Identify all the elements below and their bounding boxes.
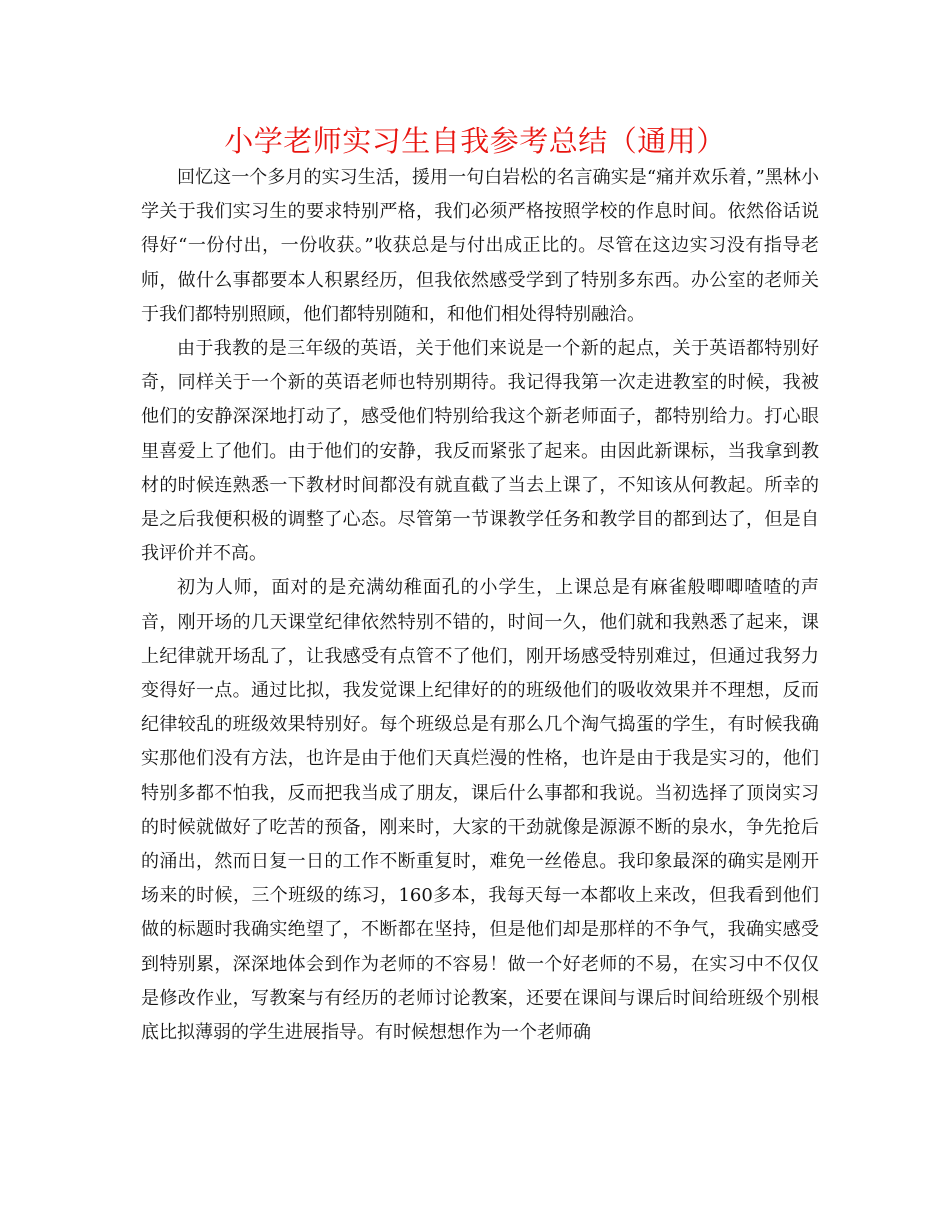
document-body <box>141 161 819 1050</box>
paragraph-2: 由于我教的是三年级的英语，关于他们来说是一个新的起点，关于英语都特别好奇，同样关于一个新的英语老师也特别期待。我记得我第一次走进教室的时候，我被他们的安静深深地打动了，感受他们特别给我这个新老师面子，都特别给力。打心眼里喜爱上了他们。由于他们的安静，我反而紧张了起来。由因此新课标，当我拿到教材的时候连熟悉一下教材时间都没有就直截了当去上课了，不知该从何教起。所幸的是之后我便积极的调整了心态。尽管第一节课教学任务和教学目的都到达了，但是自我评价并不高。 <box>141 338 819 565</box>
paragraph-3: 初为人师，面对的是充满幼稚面孔的小学生，上课总是有麻雀般唧唧喳喳的声音，刚开场的几天课堂纪律依然特别不错的，时间一久，他们就和我熟悉了起来，课上纪律就开场乱了，让我感受有点管不了他们，刚开场感受特别难过，但通过我努力变得好一点。通过比拟，我发觉课上纪律好的的班级他们的吸收效果并不理想，反而纪律较乱的班级效果特别好。每个班级总是有那么几个淘气捣蛋的学生，有时候我确实那他们没有方法，也许是由于他们天真烂漫的性格，也许是由于我是实习的，他们特别多都不怕我，反而把我当成了朋友，课后什么事都和我说。当初选择了顶岗实习的时候就做好了吃苦的预备，刚来时，大家的干劲就像是源源不断的泉水，争先抢后的涌出，然而日复一日的工作不断重复时，难免一丝倦息。我印象最深的确实是刚开场来的时候，三个班级的练习，160多本，我每天每一本都收上来改，但我看到他们做的标题时我确实绝望了，不断都在坚持，但是他们却是那样的不争气，我确实感受到特别累，深深地体会到作为老师的不容易！做一个好老师的不易，在实习中不仅仅是修改作业，写教案与有经历的老师讨论教案，还要在课间与课后时间给班级个别根底比拟薄弱的学生进展指导。有时候想想作为一个老师确 <box>141 577 819 1044</box>
paragraph-1: 回忆这一个多月的实习生活，援用一句白岩松的名言确实是“痛并欢乐着，”黑林小学关于我们实习生的要求特别严格，我们必须严格按照学校的作息时间。依然俗话说得好“一份付出，一份收获。”收获总是与付出成正比的。尽管在这边实习没有指导老师，做什么事都要本人积累经历，但我依然感受学到了特别多东西。办公室的老师关于我们都特别照顾，他们都特别随和，和他们相处得特别融洽。 <box>141 167 819 325</box>
document-title: 小学老师实习生自我参考总结（通用） <box>224 124 726 158</box>
